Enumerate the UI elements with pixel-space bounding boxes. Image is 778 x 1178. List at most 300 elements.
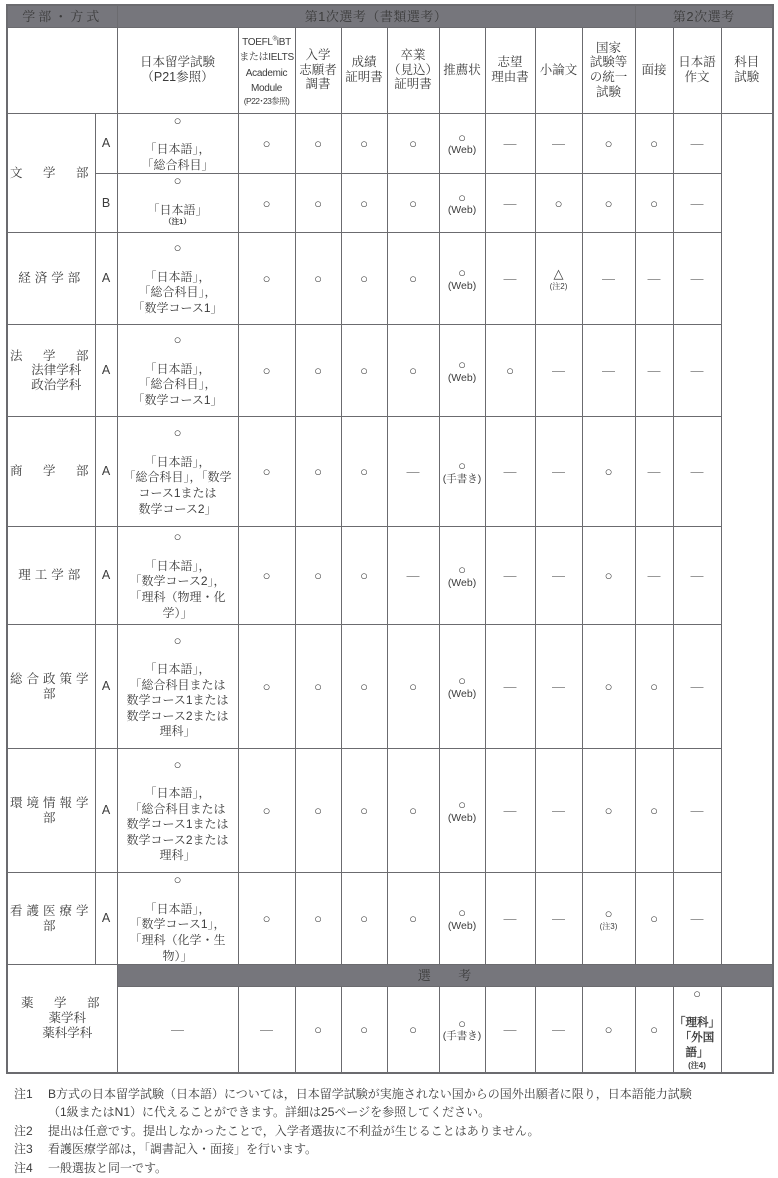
table-row xyxy=(7,233,773,325)
band-faculty-method: 学部・方式 xyxy=(7,5,117,27)
dash-mark: — xyxy=(552,464,566,480)
subject-exam-cell xyxy=(673,113,721,174)
eju-subjects-cell xyxy=(117,873,238,965)
colhead-sop-l1: 志望 xyxy=(497,55,523,70)
mark-note-ref: (注3) xyxy=(599,921,618,931)
dash-mark: — xyxy=(552,363,566,379)
eju-circle-mark: ○ xyxy=(173,529,182,545)
eju-circle-mark: ○ xyxy=(173,632,182,648)
eju-subject-line: 数学コース2または xyxy=(126,708,229,723)
faculty-subname: 薬科学科 xyxy=(42,1025,93,1040)
colhead-eju-label: 日本留学試験 xyxy=(140,55,216,70)
table-row xyxy=(7,417,773,527)
faculty-cell xyxy=(7,749,95,873)
colhead-japanese-composition xyxy=(673,27,721,113)
circle-mark: ○ xyxy=(693,986,701,1002)
transcript-cell xyxy=(341,987,387,1073)
circle-mark: ○ xyxy=(458,189,466,205)
colhead-toefl-line4: Module xyxy=(251,83,283,95)
application-survey-cell xyxy=(295,233,341,325)
eju-subject-line: 数学コース1または xyxy=(126,693,229,708)
circle-mark: ○ xyxy=(650,803,658,819)
circle-mark: ○ xyxy=(458,673,466,689)
transcript-cell xyxy=(341,113,387,174)
application-survey-cell xyxy=(295,873,341,965)
method-cell: A xyxy=(95,625,117,749)
footnote-label: 注3 xyxy=(14,1142,33,1157)
colhead-application-survey-l3: 調書 xyxy=(305,77,331,92)
circle-mark: ○ xyxy=(314,363,322,379)
interview-cell xyxy=(582,987,635,1073)
dash-mark: — xyxy=(690,803,704,819)
circle-mark: ○ xyxy=(604,568,613,584)
colhead-toefl-line1-tail: iBT xyxy=(276,36,291,48)
interview-cell xyxy=(582,325,635,417)
circle-mark: ○ xyxy=(409,271,417,287)
dash-mark: — xyxy=(406,464,420,480)
essay-cell xyxy=(485,873,535,965)
national-exam-cell xyxy=(535,873,582,965)
eju-subjects-cell xyxy=(117,233,238,325)
dash-mark: — xyxy=(690,363,704,379)
colhead-jp-comp-l1: 日本語 xyxy=(678,55,716,70)
table-column-header-row xyxy=(7,27,773,113)
toefl-cell xyxy=(238,174,295,233)
circle-mark: ○ xyxy=(314,911,322,927)
application-survey-cell xyxy=(295,527,341,625)
faculty-name: 薬 学 部 xyxy=(21,996,104,1011)
statement-of-purpose-cell xyxy=(439,113,485,174)
mark-sub-label: (Web) xyxy=(447,371,477,384)
circle-mark: ○ xyxy=(458,797,466,813)
eju-subjects-cell xyxy=(117,325,238,417)
statement-of-purpose-cell xyxy=(439,417,485,527)
dash-mark: — xyxy=(503,679,517,695)
transcript-cell xyxy=(341,527,387,625)
application-survey-cell xyxy=(295,174,341,233)
colhead-toefl-ielts xyxy=(238,27,295,113)
colhead-transcript xyxy=(341,27,387,113)
circle-mark: ○ xyxy=(650,195,658,211)
dash-mark: — xyxy=(690,568,704,584)
dash-mark: — xyxy=(690,271,704,287)
dash-mark: — xyxy=(647,271,661,287)
eju-subject-line: 「日本語」， xyxy=(144,454,211,469)
dash-mark: — xyxy=(503,1021,517,1037)
eju-subject-line: 「理科（化学・生物）」 xyxy=(129,932,226,963)
eju-subject-line: 「総合科目」， xyxy=(138,285,217,300)
interview-cell xyxy=(582,113,635,174)
japanese-composition-cell xyxy=(635,174,673,233)
interview-cell xyxy=(582,233,635,325)
table-row xyxy=(7,625,773,749)
subject-exam-cell xyxy=(673,174,721,233)
eju-subject-line: 「日本語」， xyxy=(144,269,211,284)
faculty-subname: 政治学科 xyxy=(31,378,82,393)
japanese-composition-cell xyxy=(635,749,673,873)
mark-sub-label: (Web) xyxy=(447,919,477,932)
statement-of-purpose-cell xyxy=(439,527,485,625)
national-exam-cell xyxy=(535,417,582,527)
essay-cell xyxy=(485,987,535,1073)
colhead-statement-of-purpose xyxy=(485,27,535,113)
eju-circle-mark: ○ xyxy=(173,872,182,888)
eju-circle-mark: ○ xyxy=(173,112,182,128)
essay-cell xyxy=(485,625,535,749)
circle-mark: ○ xyxy=(262,135,271,151)
method-cell: A xyxy=(95,325,117,417)
dash-mark: — xyxy=(503,568,517,584)
application-survey-cell xyxy=(295,417,341,527)
footnote-label: 注2 xyxy=(14,1123,33,1138)
eju-subject-line: 「総合科目」，「数学 xyxy=(123,470,232,485)
essay-cell xyxy=(485,417,535,527)
admission-matrix-table xyxy=(6,4,774,1074)
eju-subject-line: 理科」 xyxy=(159,724,196,739)
interview-cell xyxy=(582,873,635,965)
essay-cell xyxy=(485,325,535,417)
circle-mark: ○ xyxy=(604,1021,613,1037)
graduation-certificate-cell xyxy=(387,325,439,417)
graduation-certificate-cell xyxy=(387,625,439,749)
national-exam-cell xyxy=(535,527,582,625)
colhead-eju-sub: （P21参照） xyxy=(141,70,214,84)
national-exam-cell xyxy=(535,987,582,1073)
circle-mark: ○ xyxy=(360,464,368,480)
national-exam-cell xyxy=(535,233,582,325)
national-exam-cell xyxy=(535,749,582,873)
circle-mark: ○ xyxy=(458,905,466,921)
eju-subject-line: 「数学コース1」 xyxy=(132,392,223,407)
colhead-toefl-line1: TOEFL xyxy=(242,36,273,48)
faculty-cell xyxy=(7,113,95,233)
circle-mark: ○ xyxy=(458,129,466,145)
colhead-interview-l1: 面接 xyxy=(641,62,667,77)
circle-mark: ○ xyxy=(604,679,613,695)
eju-note-ref: （注1） xyxy=(164,217,191,227)
colhead-transcript-l1: 成績 xyxy=(351,55,377,70)
japanese-composition-cell xyxy=(635,987,673,1073)
dash-mark: — xyxy=(260,1021,274,1037)
transcript-cell xyxy=(341,625,387,749)
colhead-sop-l2: 理由書 xyxy=(491,70,529,84)
transcript-cell xyxy=(341,417,387,527)
dash-mark: — xyxy=(690,911,704,927)
eju-circle-mark: ○ xyxy=(173,240,182,256)
table-row xyxy=(7,174,773,233)
dash-mark: — xyxy=(406,568,420,584)
application-survey-cell xyxy=(295,749,341,873)
circle-mark: ○ xyxy=(314,135,322,151)
colhead-national-exam-l3: の統一 xyxy=(589,70,628,84)
circle-mark: ○ xyxy=(650,135,658,151)
application-survey-cell xyxy=(295,325,341,417)
circle-mark: △ xyxy=(553,266,564,282)
colhead-graduation-l3: 証明書 xyxy=(394,77,432,92)
eju-subjects-cell xyxy=(117,527,238,625)
footnote-row xyxy=(14,1122,772,1141)
graduation-certificate-cell xyxy=(387,417,439,527)
band-pharmacy-selection: 選 考 xyxy=(117,965,773,987)
footnote-label: 注1 xyxy=(14,1086,33,1101)
application-survey-cell xyxy=(295,625,341,749)
toefl-cell xyxy=(238,873,295,965)
statement-of-purpose-cell xyxy=(439,749,485,873)
eju-subject-line: 「日本語」 xyxy=(147,202,208,217)
national-exam-cell xyxy=(535,174,582,233)
eju-subjects-cell xyxy=(117,625,238,749)
japanese-composition-cell xyxy=(635,625,673,749)
table-row xyxy=(7,527,773,625)
dash-mark: — xyxy=(552,911,566,927)
circle-mark: ○ xyxy=(409,679,417,695)
colhead-graduation-l1: 卒業 xyxy=(400,47,426,62)
eju-subject-line: 「数学コース2」， xyxy=(129,574,226,589)
footnote-row xyxy=(14,1140,772,1159)
footnote-text: 看護医療学部は，「調書記入・面接」を行います。 xyxy=(48,1142,318,1157)
subject-exam-cell xyxy=(673,527,721,625)
pharmacy-band-row xyxy=(7,965,773,987)
circle-mark: ○ xyxy=(650,1021,658,1037)
toefl-cell xyxy=(238,325,295,417)
dash-mark: — xyxy=(647,568,661,584)
footnote-text: 提出は任意です。提出しなかったことで，入学者選抜に不利益が生じることはありません。 xyxy=(48,1123,540,1138)
interview-cell xyxy=(582,625,635,749)
colhead-toefl-registered-mark: ® xyxy=(272,36,277,43)
graduation-certificate-cell xyxy=(387,233,439,325)
japanese-composition-cell xyxy=(635,527,673,625)
circle-mark: ○ xyxy=(360,679,368,695)
circle-mark: ○ xyxy=(262,464,271,480)
eju-cell-pharmacy xyxy=(117,987,238,1073)
mark-sub-label: (Web) xyxy=(447,144,477,157)
matrix-body xyxy=(7,113,773,1073)
eju-subjects-cell xyxy=(117,113,238,174)
mark-sub-label: (Web) xyxy=(447,204,477,217)
circle-mark: ○ xyxy=(604,464,613,480)
dash-mark: — xyxy=(690,679,704,695)
dash-mark: — xyxy=(503,135,517,151)
colhead-subject-exam-l2: 試験 xyxy=(734,70,760,84)
dash-mark: — xyxy=(552,803,566,819)
dash-mark: — xyxy=(647,363,661,379)
statement-of-purpose-cell xyxy=(439,233,485,325)
circle-mark: ○ xyxy=(409,135,417,151)
method-cell: A xyxy=(95,749,117,873)
colhead-graduation-l2: （見込） xyxy=(388,62,439,77)
colhead-essay-l1: 小論文 xyxy=(539,62,578,77)
circle-mark: ○ xyxy=(604,803,613,819)
mark-sub-label: (手書き) xyxy=(442,1030,482,1043)
eju-circle-mark: ○ xyxy=(173,332,182,348)
footnote-text: B方式の日本留学試験（日本語）については，日本留学試験が実施されない国からの国外出願者に限り，日本語能力試験 （1級またはN1）に代えることができます。詳細は25ページを参照してください。 xyxy=(48,1085,772,1122)
eju-subjects-cell xyxy=(117,749,238,873)
faculty-name: 経済学部 xyxy=(18,271,85,286)
circle-mark: ○ xyxy=(262,568,271,584)
circle-mark: ○ xyxy=(409,363,417,379)
table-band-row xyxy=(7,5,773,27)
toefl-cell xyxy=(238,625,295,749)
eju-subject-line: 「日本語」， xyxy=(144,786,211,801)
circle-mark: ○ xyxy=(409,195,417,211)
transcript-cell xyxy=(341,873,387,965)
circle-mark: ○ xyxy=(360,568,368,584)
circle-mark: ○ xyxy=(458,357,466,373)
statement-of-purpose-cell xyxy=(439,625,485,749)
table-row xyxy=(7,325,773,417)
faculty-subname: 法律学科 xyxy=(31,363,82,378)
colhead-national-exam-l1: 国家 xyxy=(596,40,622,55)
subject-exam-line1: 「理科」 xyxy=(674,1016,721,1029)
graduation-certificate-cell xyxy=(387,749,439,873)
colhead-eju xyxy=(117,27,238,113)
faculty-name: 商 学 部 xyxy=(9,464,93,479)
eju-circle-mark: ○ xyxy=(173,756,182,772)
faculty-cell xyxy=(7,873,95,965)
circle-mark: ○ xyxy=(506,363,514,379)
eju-subject-line: 「日本語」， xyxy=(144,361,211,376)
faculty-subname: 薬学科 xyxy=(48,1011,87,1026)
colhead-recommendation xyxy=(439,27,485,113)
eju-subject-line: 「日本語」， xyxy=(144,558,211,573)
essay-cell xyxy=(485,174,535,233)
colhead-national-exam xyxy=(582,27,635,113)
mark-sub-label: (手書き) xyxy=(442,472,482,485)
graduation-certificate-cell xyxy=(387,174,439,233)
circle-mark: ○ xyxy=(458,562,466,578)
dash-mark: — xyxy=(690,464,704,480)
eju-subject-line: 「総合科目または xyxy=(129,801,226,816)
faculty-cell xyxy=(7,625,95,749)
graduation-certificate-cell xyxy=(387,113,439,174)
subject-exam-cell xyxy=(673,417,721,527)
dash-mark: — xyxy=(602,271,616,287)
circle-mark: ○ xyxy=(604,906,613,922)
circle-mark: ○ xyxy=(314,679,322,695)
colhead-toefl-block xyxy=(239,37,295,107)
colhead-essay xyxy=(535,27,582,113)
footnote-label: 注4 xyxy=(14,1161,33,1175)
table-row xyxy=(7,749,773,873)
circle-mark: ○ xyxy=(314,1021,322,1037)
eju-subject-line: 数学コース2または xyxy=(126,832,229,847)
transcript-cell xyxy=(341,325,387,417)
faculty-cell xyxy=(7,233,95,325)
footnote-text-line2: （1級またはN1）に代えることができます。詳細は25ページを参照してください。 xyxy=(48,1105,491,1120)
circle-mark: ○ xyxy=(458,265,466,281)
eju-subject-line: コース1または xyxy=(138,486,217,501)
faculty-name: 法 学 部 xyxy=(9,348,93,363)
circle-mark: ○ xyxy=(604,195,613,211)
essay-cell xyxy=(485,113,535,174)
circle-mark: ○ xyxy=(360,1021,368,1037)
eju-subject-line: 「総合科目」， xyxy=(138,377,217,392)
interview-cell xyxy=(582,749,635,873)
method-cell: A xyxy=(95,873,117,965)
essay-cell xyxy=(485,233,535,325)
eju-subject-line: 「数学コース1」 xyxy=(132,300,223,315)
circle-mark: ○ xyxy=(458,458,466,474)
eju-subjects-cell xyxy=(117,174,238,233)
dash-mark: — xyxy=(503,195,517,211)
colhead-blank xyxy=(7,27,117,113)
circle-mark: ○ xyxy=(262,803,271,819)
colhead-interview xyxy=(635,27,673,113)
colhead-toefl-line5: (P22･23参照) xyxy=(243,95,290,106)
subject-exam-cell xyxy=(673,325,721,417)
eju-circle-mark: ○ xyxy=(173,173,182,189)
colhead-application-survey-l1: 入学 xyxy=(305,47,331,62)
band-second-selection: 第2次選考 xyxy=(635,5,773,27)
circle-mark: ○ xyxy=(650,679,658,695)
circle-mark: ○ xyxy=(650,911,658,927)
mark-sub-label: (Web) xyxy=(447,811,477,824)
circle-mark: ○ xyxy=(554,195,563,211)
colhead-national-exam-l4: 試験 xyxy=(596,84,622,99)
method-cell: A xyxy=(95,417,117,527)
eju-subject-line: 「日本語」， xyxy=(144,662,211,677)
application-survey-cell xyxy=(295,113,341,174)
method-cell: A xyxy=(95,233,117,325)
japanese-composition-cell xyxy=(635,233,673,325)
faculty-name: 環境情報学部 xyxy=(9,796,93,825)
colhead-application-survey-l2: 志願者 xyxy=(299,62,337,77)
circle-mark: ○ xyxy=(409,911,417,927)
circle-mark: ○ xyxy=(262,271,271,287)
eju-circle-mark: ○ xyxy=(173,425,182,441)
statement-of-purpose-cell xyxy=(439,873,485,965)
eju-subject-line: 数学コース2」 xyxy=(138,501,217,516)
subject-exam-cell xyxy=(673,233,721,325)
footnotes-block xyxy=(6,1085,772,1178)
japanese-composition-cell xyxy=(635,325,673,417)
subject-exam-cell xyxy=(673,625,721,749)
circle-mark: ○ xyxy=(314,271,322,287)
eju-subject-line: 「理科（物理・化学）」 xyxy=(129,590,226,620)
dash-mark: — xyxy=(552,1021,566,1037)
subject-exam-note-ref: (注4) xyxy=(688,1061,706,1071)
footnote-row xyxy=(14,1085,772,1122)
circle-mark: ○ xyxy=(314,195,322,211)
colhead-recommendation-l1: 推薦状 xyxy=(443,62,481,77)
table-row xyxy=(7,873,773,965)
toefl-cell xyxy=(238,987,295,1073)
circle-mark: ○ xyxy=(360,135,368,151)
dash-mark: — xyxy=(602,363,616,379)
national-exam-cell xyxy=(535,325,582,417)
colhead-toefl-line2: またはIELTS xyxy=(239,52,294,64)
circle-mark: ○ xyxy=(409,803,417,819)
toefl-cell xyxy=(238,113,295,174)
colhead-national-exam-l2: 試験等 xyxy=(589,55,628,70)
essay-cell xyxy=(485,527,535,625)
circle-mark: ○ xyxy=(314,464,322,480)
dash-mark: — xyxy=(647,464,661,480)
circle-mark: ○ xyxy=(360,363,368,379)
circle-mark: ○ xyxy=(262,679,271,695)
circle-mark: ○ xyxy=(262,911,271,927)
mark-note-ref: (注2) xyxy=(549,281,568,291)
japanese-composition-cell xyxy=(635,417,673,527)
japanese-composition-cell xyxy=(635,873,673,965)
method-cell: A xyxy=(95,113,117,174)
faculty-name: 理工学部 xyxy=(18,568,85,583)
circle-mark: ○ xyxy=(458,1015,466,1031)
eju-subject-line: 数学コース1または xyxy=(126,817,229,832)
statement-of-purpose-cell xyxy=(439,325,485,417)
circle-mark: ○ xyxy=(360,195,368,211)
mark-sub-label: (Web) xyxy=(447,279,477,292)
